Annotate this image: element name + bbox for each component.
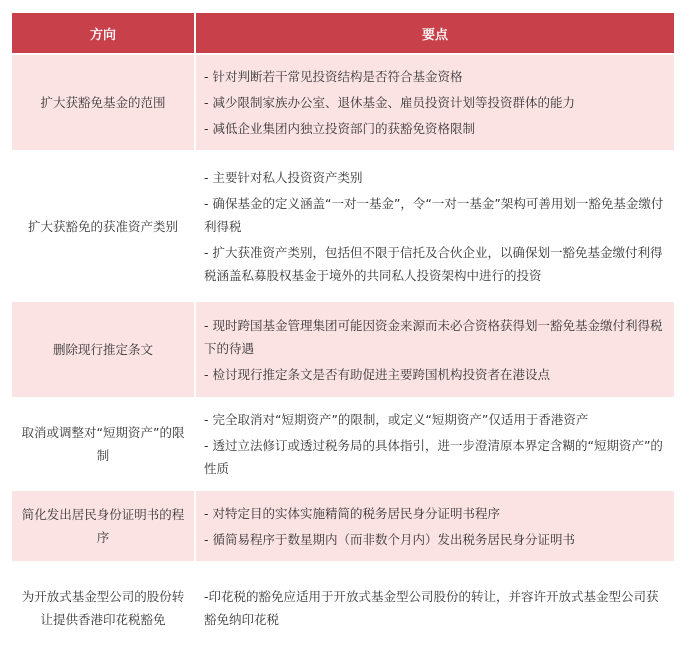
- policy-table-container: [10, 11, 676, 655]
- point-item: - 循简易程序于数星期内（而非数个月内）发出税务居民身分证明书: [204, 531, 575, 547]
- point-item: - 针对判断若干常见投资结构是否符合基金资格: [204, 69, 463, 84]
- point-item: - 确保基金的定义涵盖“一对一基金”，令“一对一基金”架构可善用划一豁免基金缴付利得税: [204, 195, 664, 234]
- row-points: [196, 55, 674, 150]
- table-row: [12, 55, 674, 150]
- table-header-row: [12, 13, 674, 53]
- row-direction: 扩大获豁免的获准资产类别: [12, 152, 194, 300]
- row-points: [196, 399, 674, 489]
- table-row: [12, 152, 674, 300]
- point-item: - 减少限制家族办公室、退休基金、雇员投资计划等投资群体的能力: [204, 95, 575, 110]
- point-item: - 完全取消对“短期资产”的限制，或定义“短期资产”仅适用于香港资产: [204, 412, 589, 427]
- header-direction: 方向: [12, 13, 194, 53]
- table-row: [12, 491, 674, 561]
- table-row: [12, 302, 674, 397]
- point-item: - 透过立法修订或透过税务局的具体指引，进一步澄清原本界定含糊的“短期资产”的性质: [204, 438, 663, 476]
- table-row: [12, 563, 674, 653]
- table-row: [12, 399, 674, 489]
- point-item: - 主要针对私人投资资产类别: [204, 169, 363, 185]
- point-item: - 减低企业集团内独立投资部门的获豁免资格限制: [204, 121, 475, 136]
- point-item: - 现时跨国基金管理集团可能因资金来源而未必合资格获得划一豁免基金缴付利得税下的待遇: [204, 317, 663, 356]
- row-points: [196, 491, 674, 561]
- row-points: [196, 152, 674, 300]
- point-item: -印花税的豁免应适用于开放式基金型公司股份的转让，并容许开放式基金型公司获豁免纳印花税: [204, 589, 659, 627]
- row-direction: 为开放式基金型公司的股份转让提供香港印花税豁免: [12, 563, 194, 653]
- row-direction: 简化发出居民身份证明书的程序: [12, 491, 194, 561]
- row-points: [196, 302, 674, 397]
- point-item: - 对特定目的实体实施精简的税务居民身分证明书程序: [204, 505, 500, 521]
- point-item: - 扩大获准资产类别，包括但不限于信托及合伙企业，以确保划一豁免基金缴付利得税涵盖私募股权基金于境外的共同私人投资架构中进行的投资: [204, 244, 663, 283]
- policy-table: [10, 11, 676, 655]
- point-item: - 检讨现行推定条文是否有助促进主要跨国机构投资者在港设点: [204, 366, 550, 382]
- row-direction: 取消或调整对“短期资产”的限制: [12, 399, 194, 489]
- header-key-points: 要点: [196, 13, 674, 53]
- row-direction: 删除现行推定条文: [12, 302, 194, 397]
- row-points: [196, 563, 674, 653]
- row-direction: 扩大获豁免基金的范围: [12, 55, 194, 150]
